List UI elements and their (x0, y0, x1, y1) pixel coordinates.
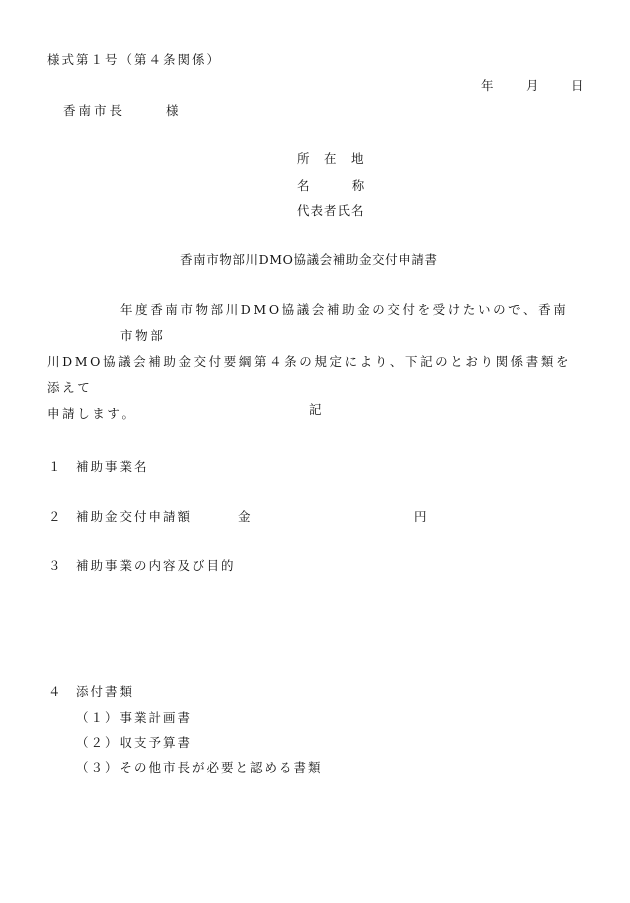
form-number: 様式第１号（第４条関係） (47, 52, 222, 67)
ki-heading: 記 (309, 402, 324, 417)
attachment-item: （２）収支予算書 (76, 735, 193, 750)
addressee: 香南市長 (63, 103, 126, 118)
item-2-label: 補助金交付申請額 (76, 509, 193, 524)
item-2-number: ２ (48, 509, 63, 524)
item-4-number: ４ (48, 684, 63, 699)
applicant-name-label: 名 称 (297, 178, 366, 193)
body-line-1: 年度香南市物部川DMO協議会補助金の交付を受けたいので、香南市物部 (120, 302, 569, 343)
applicant-representative-label: 代表者氏名 (297, 203, 365, 218)
applicant-address-label: 所 在 地 (297, 151, 365, 166)
item-1-label: 補助事業名 (76, 459, 149, 474)
item-2-kin: 金 (238, 509, 253, 524)
body-line-2: 川DMO協議会補助金交付要綱第４条の規定により、下記のとおり関係書類を添えて (47, 354, 572, 395)
item-3-label: 補助事業の内容及び目的 (76, 558, 236, 573)
item-4-label: 添付書類 (76, 684, 135, 699)
addressee-honorific: 様 (166, 103, 181, 118)
attachment-item: （３）その他市長が必要と認める書類 (76, 760, 323, 775)
item-2-yen: 円 (414, 509, 429, 524)
document-title: 香南市物部川DMO協議会補助金交付申請書 (180, 252, 438, 267)
date-month-label: 月 (526, 78, 541, 93)
date-year-label: 年 (481, 78, 496, 93)
attachment-item: （１）事業計画書 (76, 710, 193, 725)
item-1-number: １ (48, 459, 63, 474)
item-3-number: ３ (48, 558, 63, 573)
date-day-label: 日 (571, 78, 586, 93)
body-line-3: 申請します。 (47, 406, 137, 421)
